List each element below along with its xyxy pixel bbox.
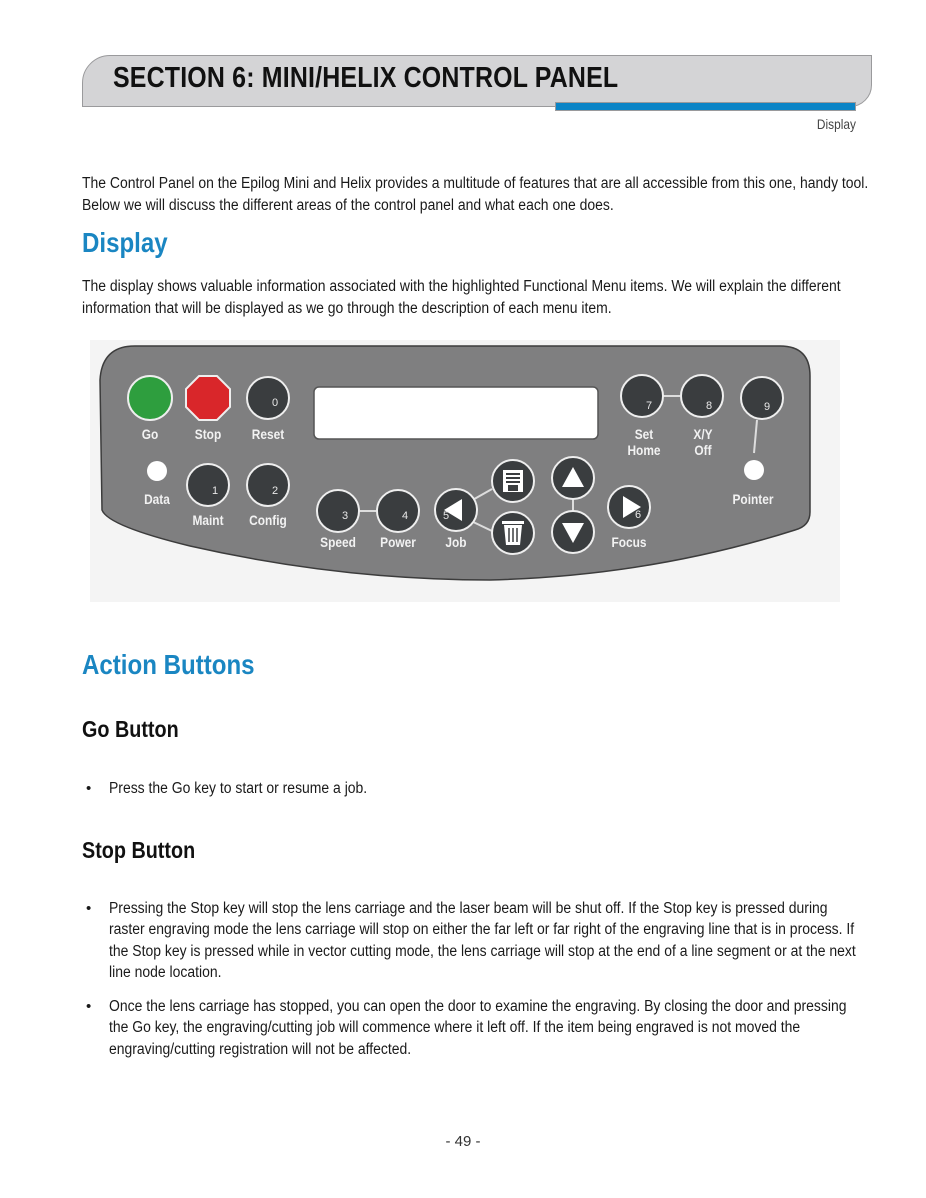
stop-button-shape (186, 376, 230, 420)
bullet-icon: • (86, 900, 92, 917)
reset-button[interactable]: Reset (251, 426, 285, 442)
control-panel-graphic (90, 340, 840, 602)
section-subtitle: Display (816, 116, 856, 132)
display-paragraph: The display shows valuable information associated with the highlighted Functional Menu items. We will explain the different information that will be displayed as we go through the description of each menu item. (82, 278, 841, 317)
xy-off-label-line1: X/Y (693, 426, 713, 442)
set-home-button[interactable] (614, 426, 674, 458)
page-number: - 49 - (445, 1133, 481, 1150)
maint-button[interactable]: Maint (192, 512, 224, 528)
pointer-key-number: 9 (764, 401, 771, 413)
action-buttons-heading: Action Buttons (82, 649, 255, 680)
focus-key-number: 6 (635, 509, 642, 521)
speed-key-number: 3 (342, 510, 349, 522)
config-button[interactable]: Config (249, 512, 287, 528)
lcd-display-window (314, 387, 598, 439)
set-home-key-number: 7 (646, 400, 653, 412)
stop-button-heading: Stop Button (82, 837, 196, 863)
intro-paragraph: The Control Panel on the Epilog Mini and Helix provides a multitude of features that are all accessible from this one, handy tool. Below we will discuss the different areas of the control panel and what each one does. (82, 175, 869, 214)
power-button[interactable]: Power (380, 534, 416, 550)
maint-key-number: 1 (212, 485, 219, 497)
go-button-heading: Go Button (82, 716, 179, 742)
go-button-shape (128, 376, 172, 420)
set-home-label-line1: Set (634, 426, 654, 442)
header-accent-bar (555, 102, 856, 111)
xy-off-key-number: 8 (706, 400, 713, 412)
bullet-icon: • (86, 998, 92, 1015)
focus-button[interactable]: Focus (611, 534, 647, 550)
pointer-button[interactable]: Pointer (732, 491, 774, 507)
stop-button[interactable]: Stop (194, 426, 222, 442)
job-key-number: 5 (443, 510, 450, 522)
set-home-label-line2: Home (627, 442, 661, 458)
job-button[interactable]: Job (445, 534, 467, 550)
power-key-number: 4 (402, 510, 409, 522)
bullet-icon: • (86, 780, 92, 797)
xy-off-button[interactable] (673, 426, 733, 458)
section-title: SECTION 6: MINI/HELIX CONTROL PANEL (113, 62, 619, 94)
config-key-number: 2 (272, 485, 279, 497)
xy-off-label-line2: Off (694, 442, 712, 458)
go-button[interactable]: Go (141, 426, 159, 442)
reset-key-number: 0 (272, 397, 279, 409)
control-panel-figure (90, 340, 840, 602)
speed-button[interactable]: Speed (320, 534, 356, 550)
data-indicator-label: Data (144, 491, 170, 507)
display-heading: Display (82, 227, 168, 258)
